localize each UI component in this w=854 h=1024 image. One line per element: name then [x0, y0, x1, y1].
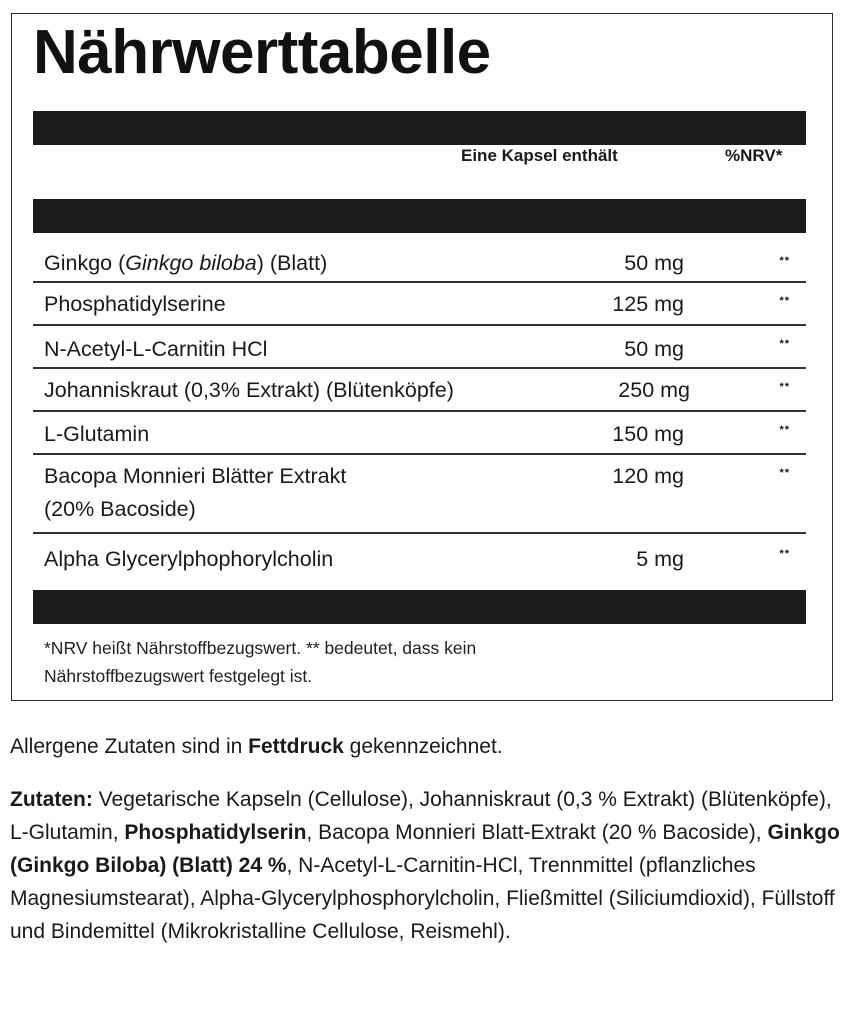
ingredients-label: Zutaten: — [10, 788, 93, 811]
table-row — [33, 326, 806, 369]
footnote-line: *NRV heißt Nährstoffbezugswert. ** bedeutet, dass kein — [44, 638, 477, 658]
ingredients-text: , Bacopa Monnieri Blatt-Extrakt (20 % Bacoside), — [306, 821, 768, 844]
table-row — [33, 245, 806, 283]
row-amount: 5 mg — [636, 547, 684, 571]
row-amount: 50 mg — [624, 337, 684, 361]
nrv-footnote — [44, 634, 764, 690]
allergen-note-text: gekennzeichnet. — [343, 735, 503, 758]
table-row — [33, 283, 806, 326]
row-name: N-Acetyl-L-Carnitin HCl — [44, 337, 268, 361]
row-name — [44, 460, 346, 526]
row-name-line: (20% Bacoside) — [44, 497, 196, 521]
table-row — [33, 412, 806, 455]
row-nrv: ** — [779, 424, 790, 436]
header-divider-bar-top — [33, 111, 806, 145]
row-nrv: ** — [779, 381, 790, 393]
row-amount: 150 mg — [612, 422, 684, 446]
row-name — [44, 245, 327, 281]
row-name: Johanniskraut (0,3% Extrakt) (Blütenköpfe) — [44, 378, 454, 402]
header-divider-bar-bottom — [33, 199, 806, 233]
row-name-italic: Ginkgo biloba — [125, 251, 257, 275]
row-nrv: ** — [779, 255, 790, 267]
table-row — [33, 369, 806, 412]
footer-divider-bar — [33, 590, 806, 624]
row-amount: 250 mg — [618, 378, 690, 402]
row-nrv: ** — [779, 295, 790, 307]
row-amount: 125 mg — [612, 292, 684, 316]
ingredients-text: Vegetarische Kapseln (Cellulose), Johanniskraut (0,3 % Extrakt) (Blütenköpfe), L-Glutamin, — [10, 788, 832, 844]
ingredients-allergen: Ginkgo (Ginkgo Biloba) (Blatt) 24 % — [10, 821, 840, 877]
ingredients-text: , N-Acetyl-L-Carnitin-HCl, Trennmittel (pflanzliches Magnesiumstearat), Alpha-Glycerylphosphorylcholin, Fließmittel (Siliciumdioxid), Füllstoff und Bindemittel (Mikrokristalline Cellulose, Reismehl). — [10, 854, 835, 943]
ingredients-list — [10, 783, 840, 948]
table-row — [33, 455, 806, 534]
row-amount: 50 mg — [624, 251, 684, 275]
ingredients-allergen: Phosphatidylserin — [124, 821, 307, 844]
footnote-line: Nährstoffbezugswert festgelegt ist. — [44, 666, 313, 686]
row-name-part: ) (Blatt) — [256, 251, 328, 275]
row-name: Phosphatidylserine — [44, 292, 226, 316]
row-nrv: ** — [779, 467, 790, 479]
allergen-note-text: Allergene Zutaten sind in — [10, 735, 249, 758]
row-name-part: Ginkgo ( — [44, 251, 126, 275]
row-amount: 120 mg — [612, 464, 684, 488]
column-header-nrv: %NRV* — [725, 146, 783, 165]
column-header-amount: Eine Kapsel enthält — [461, 146, 618, 165]
row-name: Alpha Glycerylphophorylcholin — [44, 547, 334, 571]
row-nrv: ** — [779, 548, 790, 560]
row-name-line: Bacopa Monnieri Blätter Extrakt — [44, 464, 347, 488]
row-name: L-Glutamin — [44, 422, 150, 446]
table-row — [33, 534, 806, 586]
allergen-note — [10, 735, 503, 759]
row-nrv: ** — [779, 338, 790, 350]
allergen-note-bold: Fettdruck — [248, 735, 344, 758]
nutrition-table-title: Nährwerttabelle — [33, 18, 491, 87]
